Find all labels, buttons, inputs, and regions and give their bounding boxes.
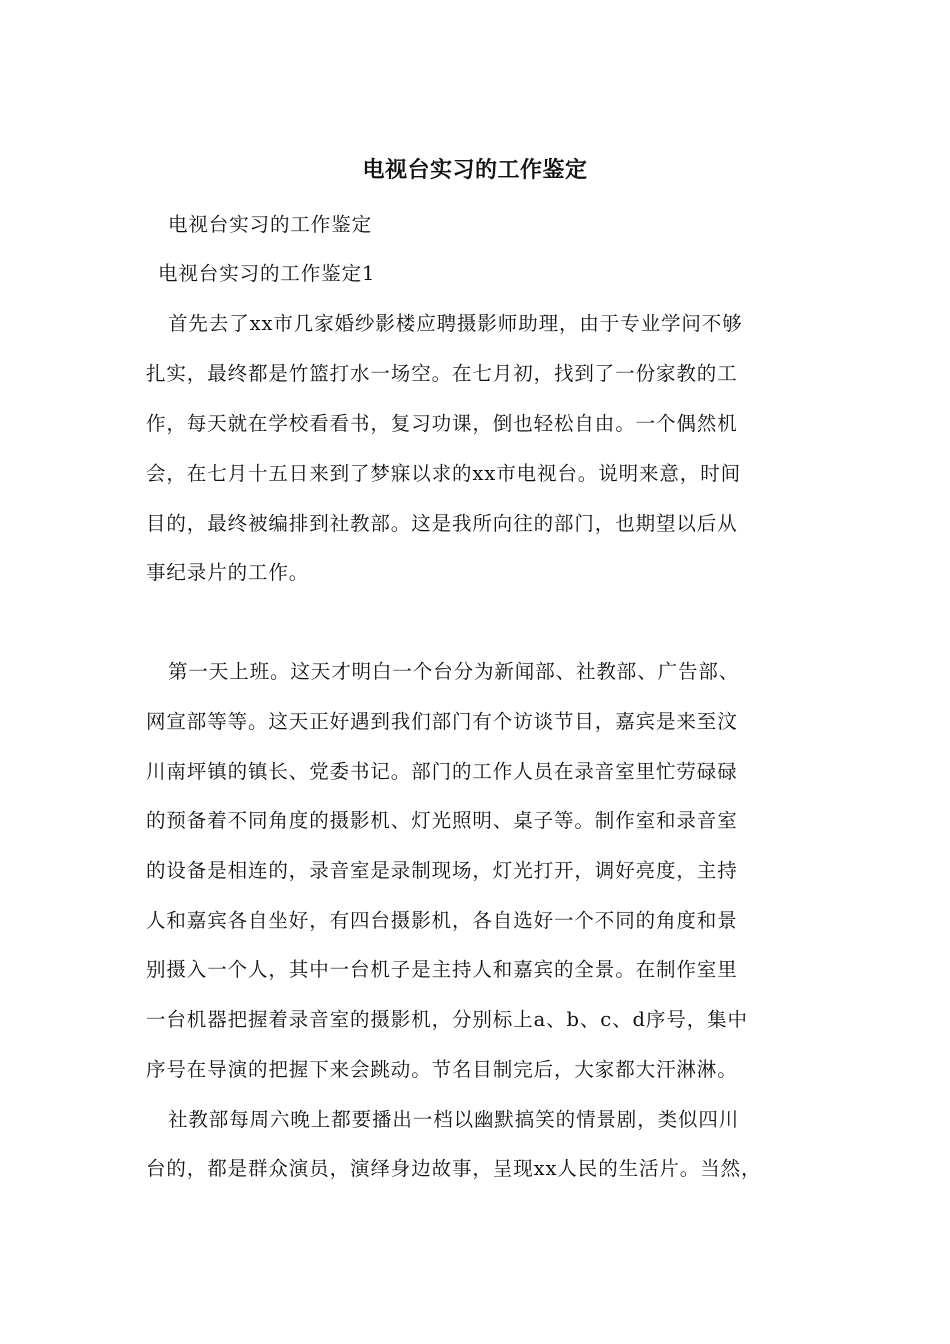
paragraph-line: 网宣部等等。这天正好遇到我们部门有个访谈节目，嘉宾是来至汶 xyxy=(146,710,738,733)
paragraph-line: 一台机器把握着录音室的摄影机，分别标上a、b、c、d序号，集中 xyxy=(146,1008,748,1031)
document-subtitle: 电视台实习的工作鉴定 xyxy=(168,213,373,236)
paragraph-line: 台的，都是群众演员，演绎身边故事，呈现xx人民的生活片。当然， xyxy=(146,1157,762,1180)
paragraph-line: 扎实，最终都是竹篮打水一场空。在七月初，找到了一份家教的工 xyxy=(146,362,738,385)
paragraph-line: 的预备着不同角度的摄影机、灯光照明、桌子等。制作室和录音室 xyxy=(146,809,738,832)
section-heading: 电视台实习的工作鉴定1 xyxy=(158,262,376,285)
paragraph-line: 人和嘉宾各自坐好，有四台摄影机，各自选好一个不同的角度和景 xyxy=(146,909,738,932)
paragraph-line: 川南坪镇的镇长、党委书记。部门的工作人员在录音室里忙劳碌碌 xyxy=(146,760,738,783)
paragraph-line: 作，每天就在学校看看书，复习功课，倒也轻松自由。一个偶然机 xyxy=(146,412,738,435)
paragraph-line: 事纪录片的工作。 xyxy=(146,561,310,584)
paragraph-line: 会，在七月十五日来到了梦寐以求的xx市电视台。说明来意，时间 xyxy=(146,462,741,485)
paragraph-line: 社教部每周六晚上都要播出一档以幽默搞笑的情景剧，类似四川 xyxy=(168,1108,740,1131)
paragraph-line: 别摄入一个人，其中一台机子是主持人和嘉宾的全景。在制作室里 xyxy=(146,958,738,981)
document-title: 电视台实习的工作鉴定 xyxy=(362,157,588,183)
paragraph-line: 的设备是相连的，录音室是录制现场，灯光打开，调好亮度，主持 xyxy=(146,859,738,882)
paragraph-line: 首先去了xx市几家婚纱影楼应聘摄影师助理，由于专业学问不够 xyxy=(168,312,743,335)
paragraph-line: 目的，最终被编排到社教部。这是我所向往的部门，也期望以后从 xyxy=(146,512,738,535)
paragraph-line: 序号在导演的把握下来会跳动。节名目制完后，大家都大汗淋淋。 xyxy=(146,1058,738,1081)
paragraph-line: 第一天上班。这天才明白一个台分为新闻部、社教部、广告部、 xyxy=(168,660,740,683)
